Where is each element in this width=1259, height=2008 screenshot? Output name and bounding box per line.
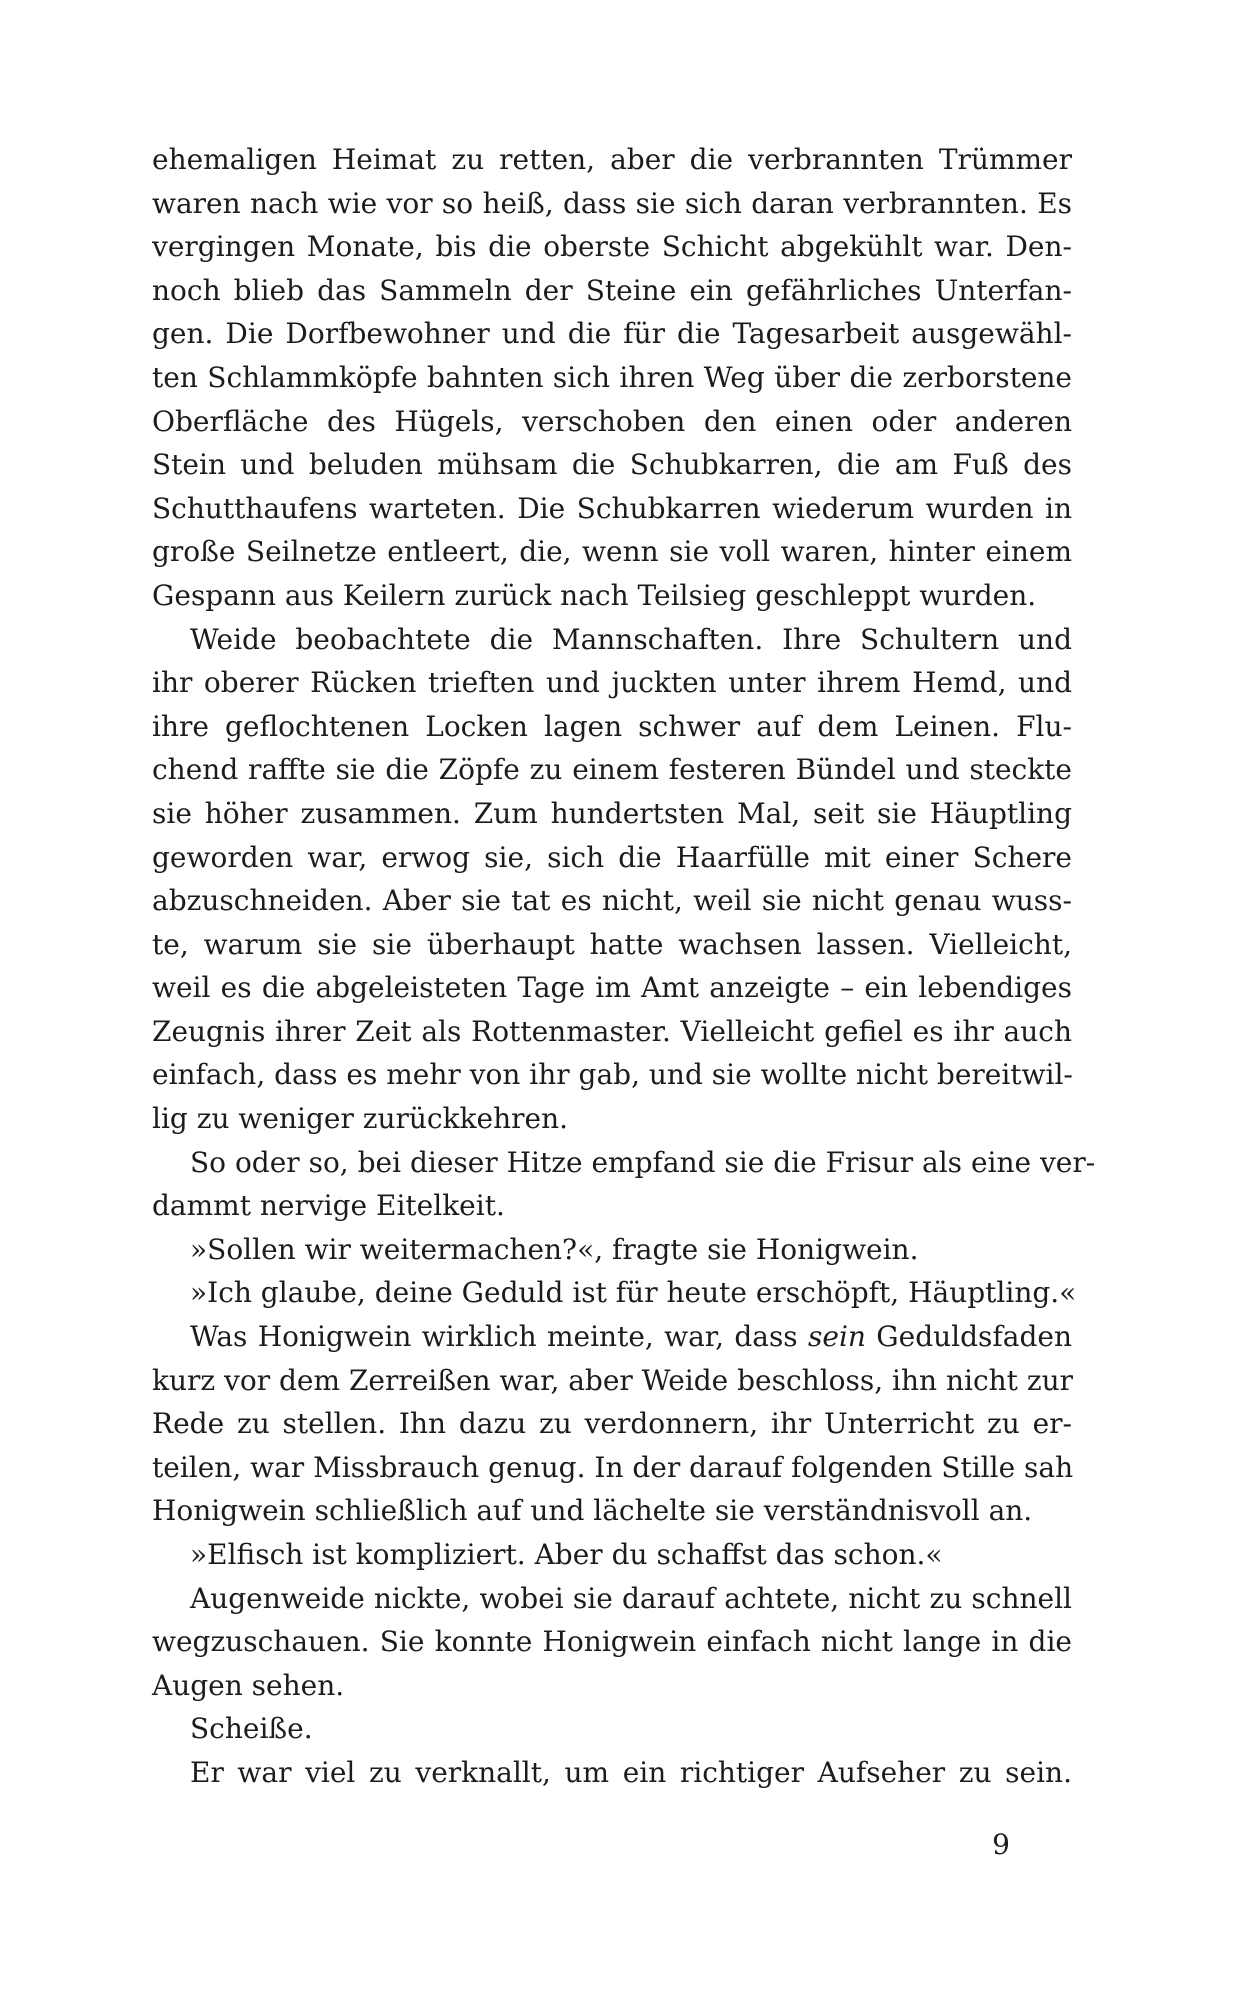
text-line: Honigwein schließlich auf und lächelte sie verständnisvoll an. — [152, 1494, 1033, 1528]
text-line: ten Schlammköpfe bahnten sich ihren Weg über die zerborstene — [152, 360, 1072, 394]
text-line: Weide beobachtete die Mannschaften. Ihre Schultern und — [190, 622, 1072, 656]
text-line: vergingen Monate, bis die oberste Schicht abgekühlt war. Den- — [152, 230, 1072, 264]
text-line: ihre geflochtenen Locken lagen schwer auf dem Leinen. Flu- — [152, 709, 1072, 743]
text-line: Gespann aus Keilern zurück nach Teilsieg geschleppt wurden. — [152, 578, 1037, 612]
text-line: »Ich glaube, deine Geduld ist für heute erschöpft, Häuptling.« — [190, 1276, 1077, 1310]
text-line: Stein und beluden mühsam die Schubkarren, die am Fuß des — [152, 448, 1072, 482]
text-line: waren nach wie vor so heiß, dass sie sich daran verbrannten. Es — [152, 186, 1072, 220]
text-line: teilen, war Missbrauch genug. In der darauf folgenden Stille sah — [152, 1450, 1074, 1484]
text-line: gen. Die Dorfbewohner und die für die Tagesarbeit ausgewähl- — [152, 317, 1072, 351]
text-line: noch blieb das Sammeln der Steine ein gefährliches Unterfan- — [152, 273, 1072, 307]
text-line: ehemaligen Heimat zu retten, aber die verbrannten Trümmer — [152, 143, 1072, 176]
text-line: Oberfläche des Hügels, verschoben den einen oder anderen — [152, 404, 1072, 438]
text-segment: Geduldsfaden — [865, 1320, 1072, 1354]
text-line: te, warum sie sie überhaupt hatte wachsen lassen. Vielleicht, — [152, 927, 1072, 961]
text-line: Scheiße. — [190, 1712, 313, 1746]
text-line: Zeugnis ihrer Zeit als Rottenmaster. Vielleicht gefiel es ihr auch — [152, 1014, 1072, 1048]
text-line: geworden war, erwog sie, sich die Haarfülle mit einer Schere — [152, 840, 1072, 874]
text-line: weil es die abgeleisteten Tage im Amt anzeigte – ein lebendiges — [152, 971, 1072, 1005]
text-line: So oder so, bei dieser Hitze empfand sie die Frisur als eine ver- — [190, 1145, 1096, 1179]
text-line: Augen sehen. — [152, 1668, 345, 1702]
text-line: »Sollen wir weitermachen?«, fragte sie Honigwein. — [190, 1232, 919, 1266]
text-line: dammt nervige Eitelkeit. — [152, 1189, 505, 1223]
emphasized-word: sein — [808, 1320, 866, 1354]
text-line: sie höher zusammen. Zum hundertsten Mal, seit sie Häuptling — [152, 796, 1072, 830]
text-line: Schutthaufens warteten. Die Schubkarren wiederum wurden in — [152, 491, 1072, 525]
text-line: wegzuschauen. Sie konnte Honigwein einfach nicht lange in die — [152, 1625, 1072, 1659]
page-number: 9 — [992, 1828, 1010, 1861]
text-line: chend raffte sie die Zöpfe zu einem festeren Bündel und steckte — [152, 753, 1072, 787]
text-line — [152, 1315, 1072, 1359]
body-text — [152, 138, 1096, 1795]
text-line: kurz vor dem Zerreißen war, aber Weide beschloss, ihn nicht zur — [152, 1363, 1074, 1397]
text-line: ihr oberer Rücken trieften und juckten unter ihrem Hemd, und — [152, 666, 1072, 700]
text-line: »Elfisch ist kompliziert. Aber du schaffst das schon.« — [190, 1538, 943, 1571]
text-line: einfach, dass es mehr von ihr gab, und sie wollte nicht bereitwil- — [152, 1058, 1073, 1092]
text-line: lig zu weniger zurückkehren. — [152, 1102, 569, 1136]
text-segment: Was Honigwein wirklich meinte, war, dass — [190, 1320, 808, 1354]
text-line: große Seilnetze entleert, die, wenn sie voll waren, hinter einem — [152, 535, 1072, 569]
text-line: Rede zu stellen. Ihn dazu zu verdonnern, ihr Unterricht zu er- — [152, 1407, 1072, 1441]
text-line: Er war viel zu verknallt, um ein richtiger Aufseher zu sein. — [190, 1755, 1072, 1789]
text-line: abzuschneiden. Aber sie tat es nicht, weil sie nicht genau wuss- — [152, 884, 1072, 918]
text-line: Augenweide nickte, wobei sie darauf achtete, nicht zu schnell — [190, 1581, 1072, 1615]
